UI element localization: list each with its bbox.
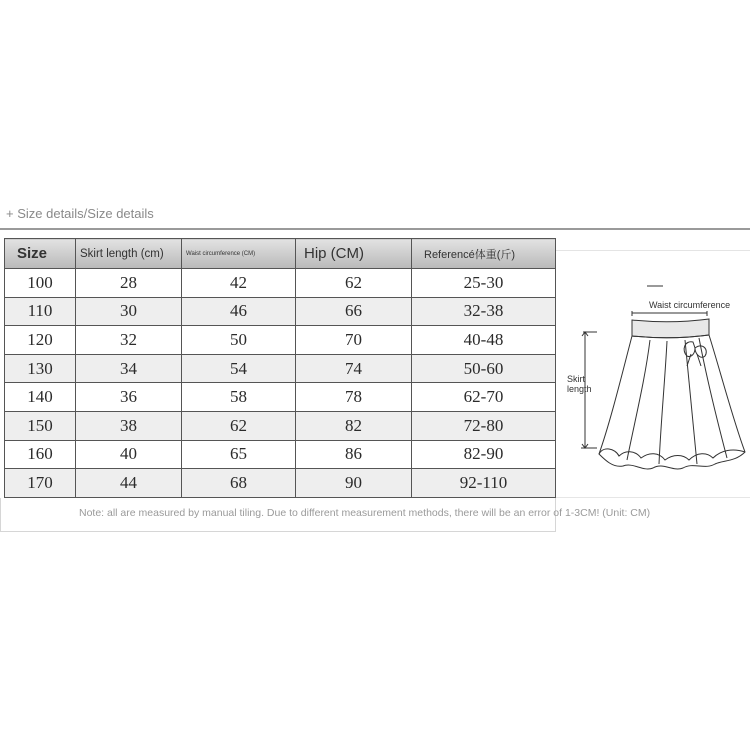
- cell-hip: 62: [296, 269, 412, 298]
- cell-skirt-length: 32: [76, 326, 182, 355]
- measurement-note: Note: all are measured by manual tiling. Due to different measurement methods, there will be an error of 1-3CM! (Unit: CM): [79, 507, 651, 519]
- cell-waist: 46: [182, 297, 296, 326]
- header-size: Size: [5, 239, 76, 269]
- cell-weight: 82-90: [412, 440, 556, 469]
- table-row: [5, 326, 556, 355]
- table-header-row: [5, 239, 556, 269]
- table-row: [5, 469, 556, 498]
- table-row: [5, 354, 556, 383]
- cell-size: 150: [5, 411, 76, 440]
- size-chart-table: [4, 238, 556, 498]
- cell-waist: 65: [182, 440, 296, 469]
- header-reference-weight: Referencé体重(斤): [412, 239, 556, 269]
- title-divider: [0, 228, 750, 230]
- cell-skirt-length: 28: [76, 269, 182, 298]
- cell-skirt-length: 38: [76, 411, 182, 440]
- header-waist: Waist circumference (CM): [182, 239, 296, 269]
- cell-weight: 50-60: [412, 354, 556, 383]
- cell-weight: 72-80: [412, 411, 556, 440]
- skirt-length-label: [567, 374, 607, 394]
- cell-skirt-length: 30: [76, 297, 182, 326]
- cell-hip: 86: [296, 440, 412, 469]
- cell-skirt-length: 36: [76, 383, 182, 412]
- faint-divider: [555, 250, 750, 251]
- table-row: [5, 269, 556, 298]
- cell-waist: 58: [182, 383, 296, 412]
- cell-waist: 62: [182, 411, 296, 440]
- cell-waist: 50: [182, 326, 296, 355]
- table-row: [5, 440, 556, 469]
- cell-weight: 62-70: [412, 383, 556, 412]
- header-skirt-length: Skirt length (cm): [76, 239, 182, 269]
- cell-size: 160: [5, 440, 76, 469]
- section-title: + Size details/Size details: [6, 206, 154, 221]
- table-row: [5, 383, 556, 412]
- cell-hip: 90: [296, 469, 412, 498]
- cell-size: 170: [5, 469, 76, 498]
- cell-hip: 82: [296, 411, 412, 440]
- skirt-label-line2: length: [567, 384, 592, 394]
- cell-skirt-length: 34: [76, 354, 182, 383]
- header-hip: Hip (CM): [296, 239, 412, 269]
- cell-weight: 40-48: [412, 326, 556, 355]
- cell-weight: 32-38: [412, 297, 556, 326]
- cell-skirt-length: 40: [76, 440, 182, 469]
- cell-hip: 78: [296, 383, 412, 412]
- cell-hip: 74: [296, 354, 412, 383]
- skirt-label-line1: Skirt: [567, 374, 585, 384]
- cell-size: 130: [5, 354, 76, 383]
- table-row: [5, 411, 556, 440]
- cell-size: 110: [5, 297, 76, 326]
- cell-waist: 68: [182, 469, 296, 498]
- cell-size: 120: [5, 326, 76, 355]
- note-box-edge: [556, 497, 750, 498]
- cell-weight: 25-30: [412, 269, 556, 298]
- waist-label: Waist circumference: [649, 300, 731, 310]
- cell-weight: 92-110: [412, 469, 556, 498]
- cell-waist: 42: [182, 269, 296, 298]
- cell-hip: 66: [296, 297, 412, 326]
- cell-skirt-length: 44: [76, 469, 182, 498]
- cell-size: 100: [5, 269, 76, 298]
- cell-size: 140: [5, 383, 76, 412]
- table-row: [5, 297, 556, 326]
- cell-waist: 54: [182, 354, 296, 383]
- cell-hip: 70: [296, 326, 412, 355]
